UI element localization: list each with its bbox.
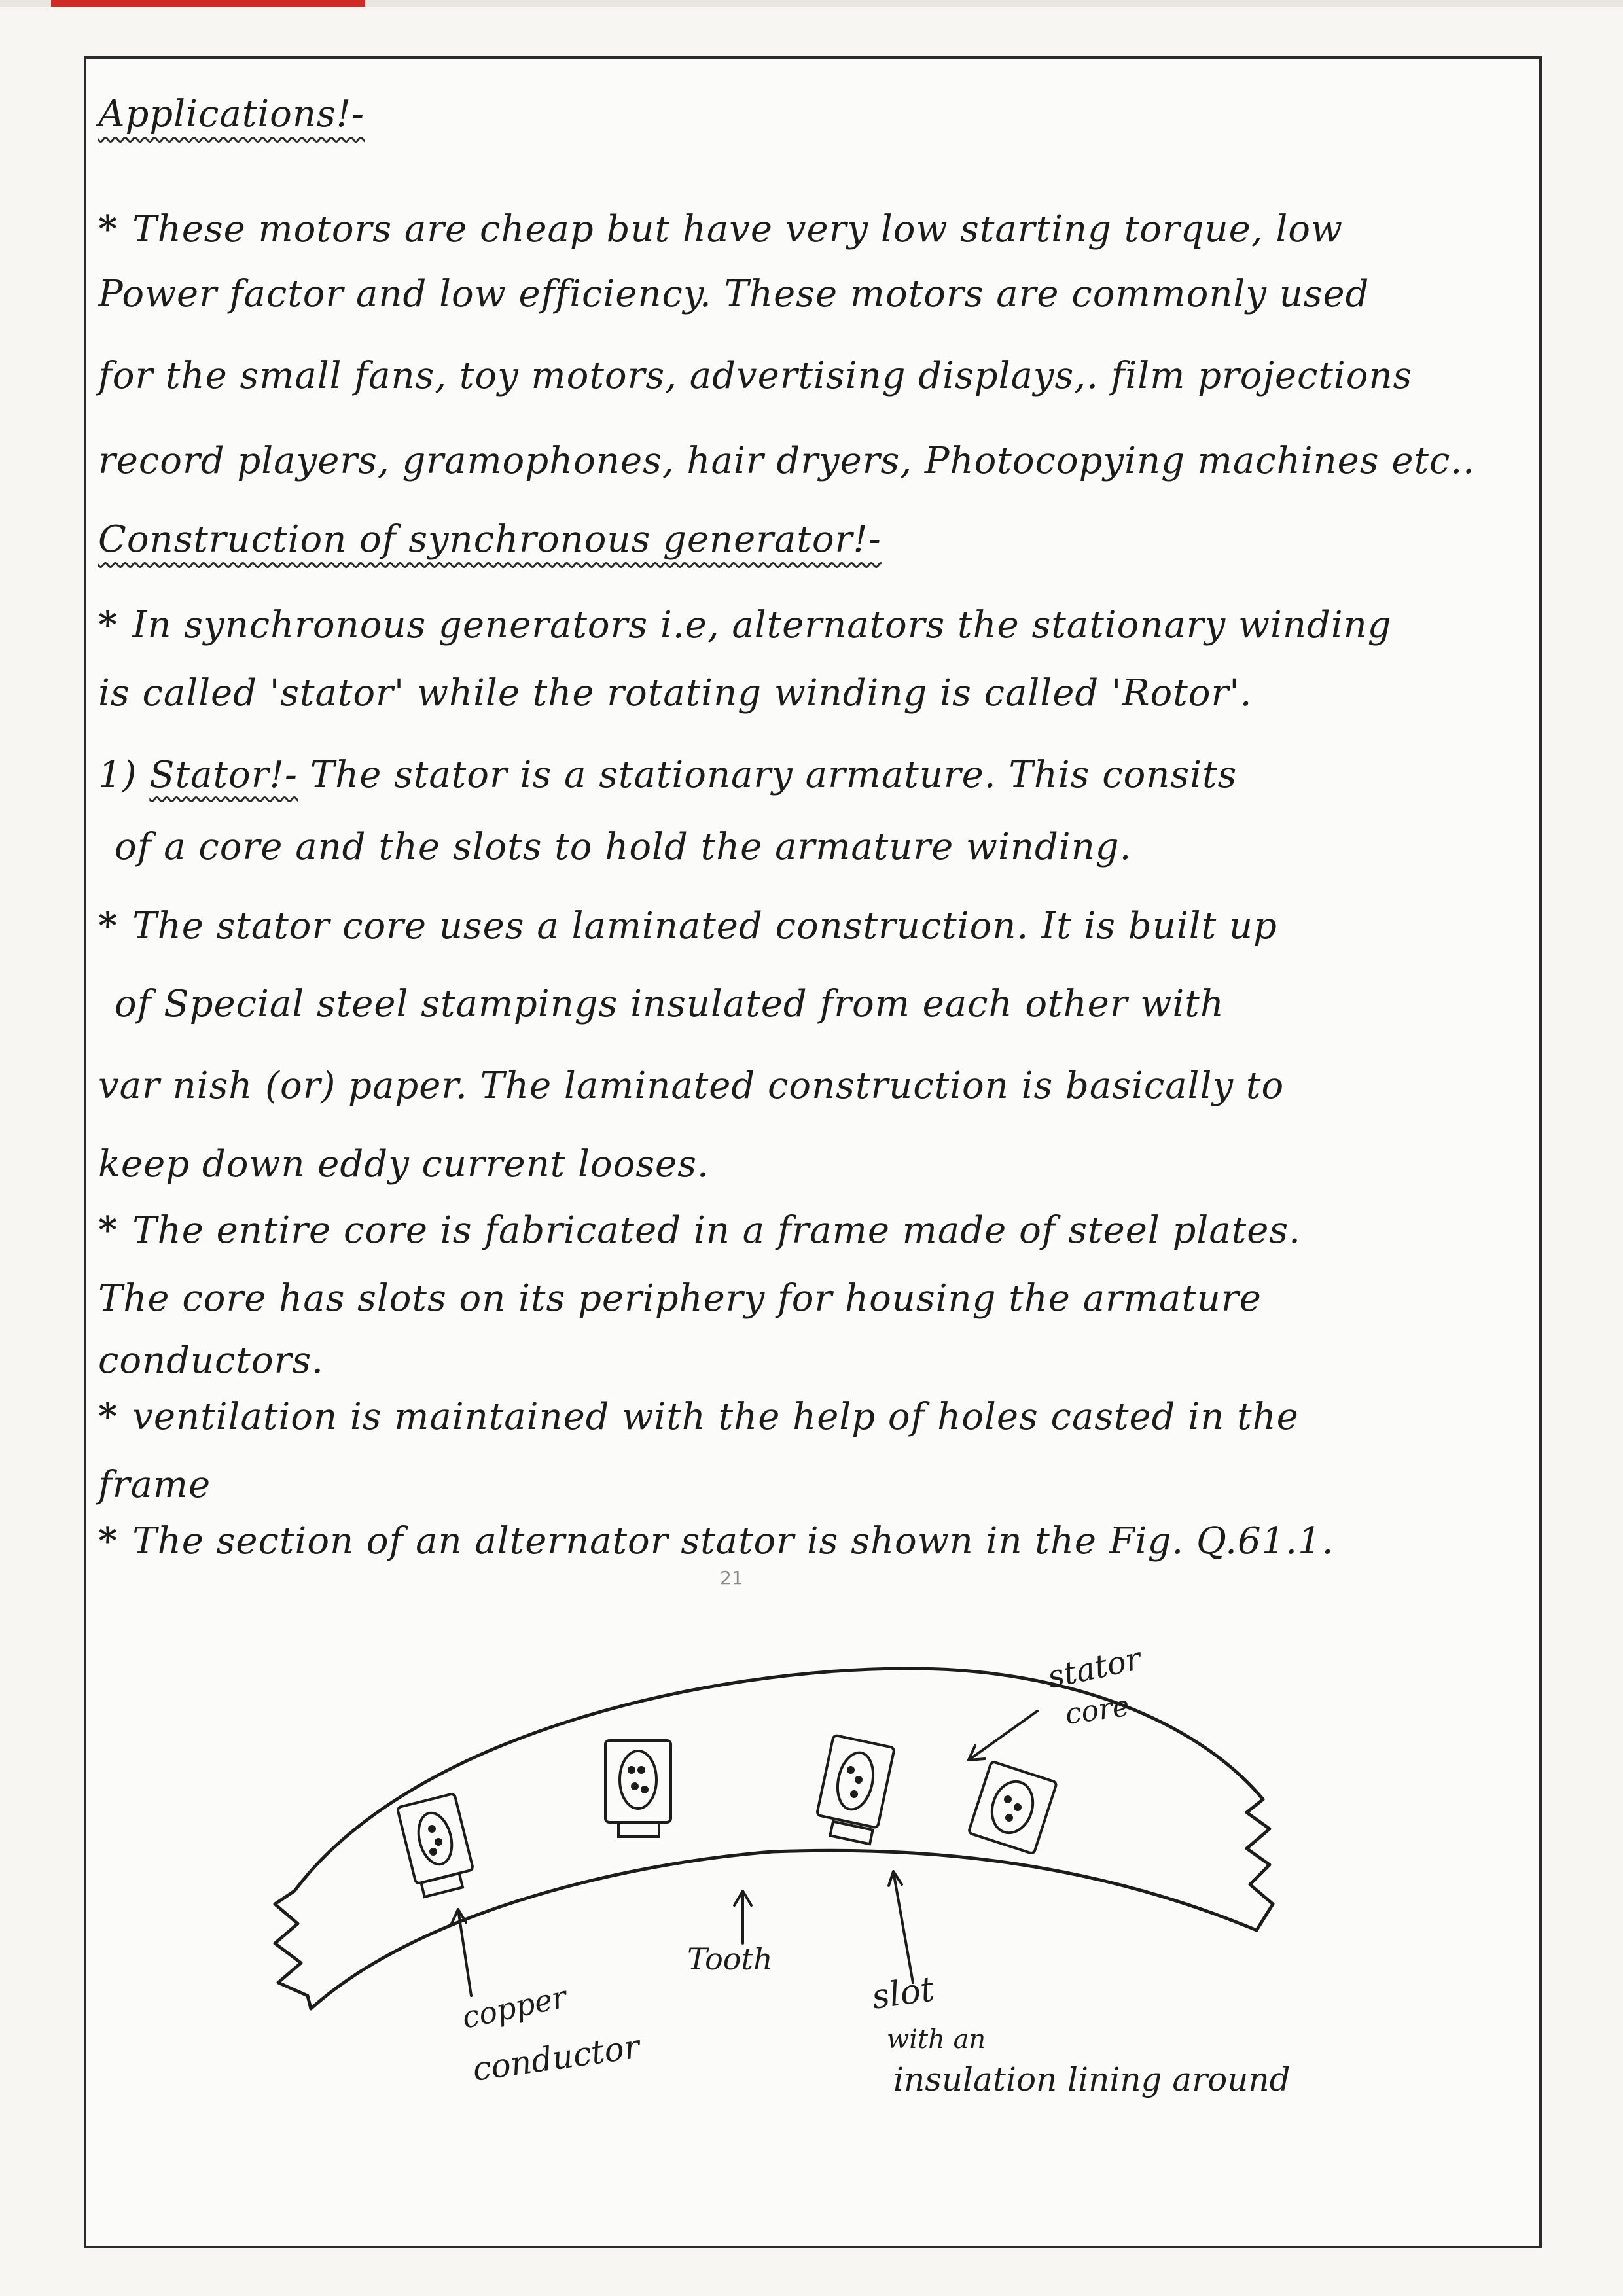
bullet-star-icon: * — [98, 207, 118, 251]
text-line: * The stator core uses a laminated construction. It is built up — [98, 904, 1277, 947]
label-with-an: with an — [887, 2024, 986, 2055]
slot-4 — [969, 1761, 1057, 1854]
text-line: * The entire core is fabricated in a frame made of steel plates. — [98, 1209, 1301, 1252]
text-line: frame — [98, 1464, 211, 1506]
bullet-star-icon: * — [98, 1519, 118, 1563]
top-accent-bar — [51, 0, 365, 7]
stator-core-arrow — [969, 1711, 1037, 1760]
slot-3 — [817, 1735, 895, 1845]
label-stator: stator — [1044, 1640, 1145, 1696]
label-tooth: Tooth — [687, 1941, 773, 1977]
applications-heading: Applications!- — [98, 93, 365, 135]
text-line: * In synchronous generators i.e, alternators the stationary winding — [98, 603, 1392, 646]
text-line: of Special steel stampings insulated from each other with — [115, 983, 1224, 1025]
text-line: conductors. — [98, 1339, 324, 1382]
text-line: * These motors are cheap but have very low starting torque, low — [98, 207, 1343, 251]
bullet-star-icon: * — [98, 1209, 118, 1252]
bullet-star-icon: * — [98, 603, 118, 646]
right-break — [1247, 1799, 1273, 1930]
text-line: keep down eddy current looses. — [98, 1143, 709, 1186]
stator-section-figure — [249, 1603, 1525, 2127]
slot-arrow — [889, 1871, 913, 1983]
text-line: * ventilation is maintained with the help of holes casted in the — [98, 1395, 1299, 1438]
text-line: for the small fans, toy motors, advertising displays,. film projections — [98, 355, 1413, 397]
label-insulation: insulation lining around — [893, 2060, 1291, 2098]
stator-number: 1) — [98, 754, 137, 796]
text-line: of a core and the slots to hold the armature winding. — [115, 826, 1132, 868]
text-line: is called 'stator' while the rotating winding is called 'Rotor'. — [98, 672, 1253, 715]
bullet-star-icon: * — [98, 904, 118, 947]
slot-2 — [605, 1740, 671, 1837]
left-break — [275, 1891, 311, 2009]
text-line: record players, gramophones, hair dryers, Photocopying machines etc.. — [98, 440, 1475, 482]
construction-heading: Construction of synchronous generator!- — [98, 518, 882, 561]
text-line: * The section of an alternator stator is shown in the Fig. Q.61.1. — [98, 1519, 1334, 1563]
bullet-star-icon: * — [98, 1395, 118, 1438]
stator-line: 1) Stator!- The stator is a stationary armature. This consits — [98, 754, 1238, 796]
text-line: The core has slots on its periphery for housing the armature — [98, 1277, 1262, 1320]
slot-1 — [397, 1793, 473, 1897]
text-line: var nish (or) paper. The laminated construction is basically to — [98, 1065, 1285, 1107]
label-copper: copper — [459, 1979, 570, 2036]
text-line: Power factor and low efficiency. These motors are commonly used — [98, 273, 1370, 315]
stator-label: Stator!- — [149, 754, 298, 796]
page-mark: 21 — [720, 1567, 743, 1589]
label-core: core — [1063, 1689, 1132, 1731]
tooth-arrow — [734, 1891, 751, 1943]
label-slot: slot — [869, 1969, 937, 2017]
label-conductor: conductor — [470, 2027, 642, 2089]
